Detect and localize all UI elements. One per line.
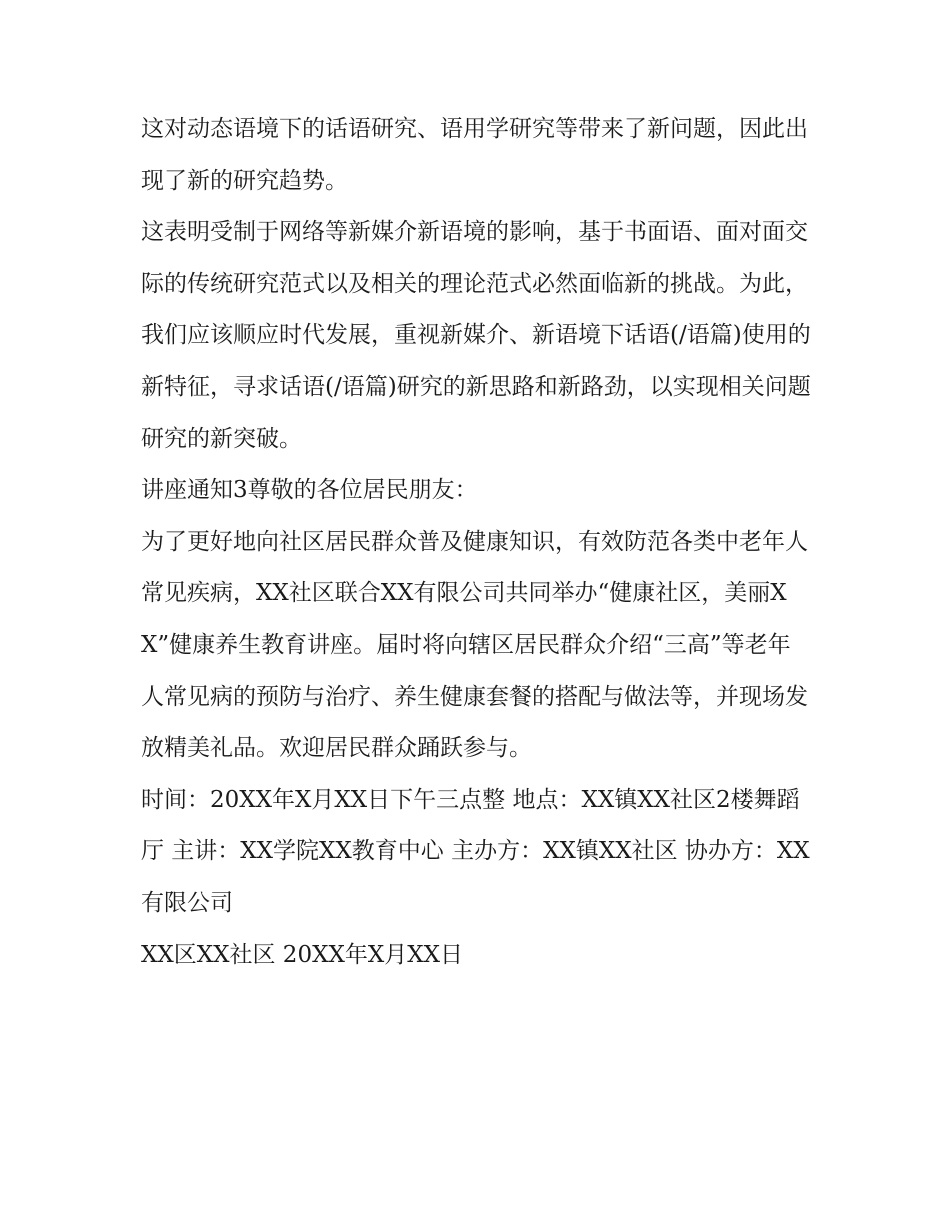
paragraph-notice-greeting: 讲座通知3尊敬的各位居民朋友：	[141, 477, 478, 504]
paragraph-research-trend: 这表明受制于网络等新媒介新语境的影响，基于书面语、面对面交际的传统研究范式以及相关的理论范式必然面临新的挑战。为此，我们应该顺应时代发展，重视新媒介、新语境下话语(/语篇)使用的新特征，寻求话语(/语篇)研究的新思路和新路劲，以实现相关问题研究的新突破。	[141, 219, 811, 452]
paragraph-event-details: 时间：20XX年X月XX日下午三点整 地点：XX镇XX社区2楼舞蹈厅 主讲：XX学院XX教育中心 主办方：XX镇XX社区 协办方：XX有限公司	[141, 786, 810, 916]
paragraph-notice-body: 为了更好地向社区居民群众普及健康知识，有效防范各类中老年人常见疾病，XX社区联合XX有限公司共同举办“健康社区，美丽XX”健康养生教育讲座。届时将向辖区居民群众介绍“三高”等老年人常见病的预防与治疗、养生健康套餐的搭配与做法等，并现场发放精美礼品。欢迎居民群众踊跃参与。	[141, 528, 808, 762]
document-body	[141, 104, 813, 981]
paragraph-research-intro: 这对动态语境下的话语研究、语用学研究等带来了新问题，因此出现了新的研究趋势。	[141, 116, 808, 194]
paragraph-signature: XX区XX社区 20XX年X月XX日	[141, 941, 463, 968]
